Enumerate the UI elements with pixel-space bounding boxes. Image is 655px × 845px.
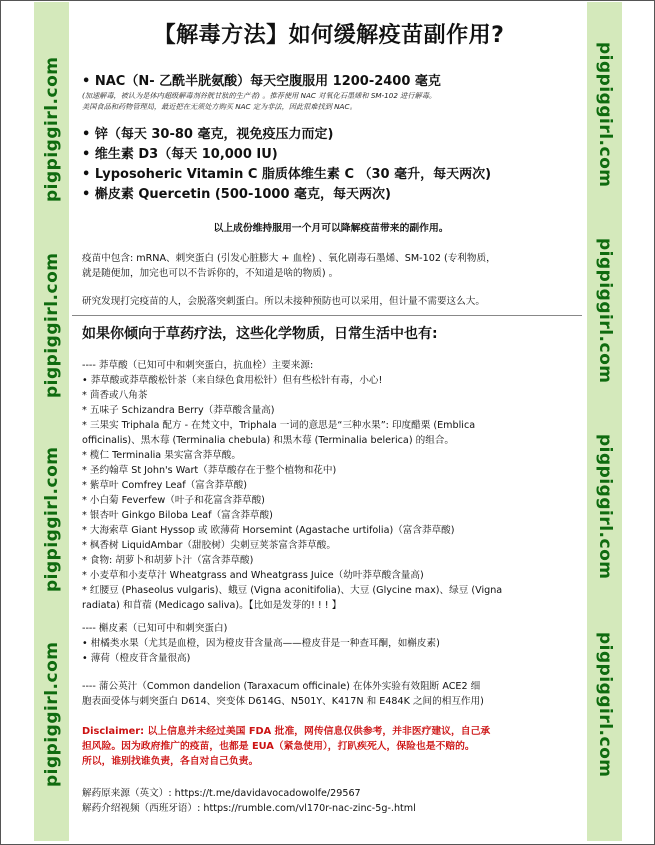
month-note: 以上成份维持服用一个月可以降解疫苗带来的副作用。 <box>213 223 449 234</box>
watermark: pigpiggirl.com <box>595 42 615 188</box>
list-item: * 小麦草和小麦草汁 Wheatgrass and Wheatgrass Juice（幼叶莽草酸含量高) <box>82 570 424 581</box>
list-item: * 紫草叶 Comfrey Leaf（富含莽草酸) <box>82 480 247 491</box>
list-item: * 红腰豆 (Phaseolus vulgaris)、蛾豆 (Vigna aconitifolia)、大豆 (Glycine max)、绿豆 (Vigna <box>82 585 503 596</box>
disclaimer: 所以，谁别找谁负责，各自对自己负责。 <box>82 756 259 767</box>
source-link[interactable]: 解药原来源（英文）: https://t.me/davidavocadowolfe/29567 <box>82 788 361 799</box>
supplement-item: • Lyposoheric Vitamin C 脂质体维生素 C （30 毫升，每天两次) <box>82 167 492 182</box>
research-note: 研究发现打完疫苗的人，会脱落突刺蛋白。所以未接种预防也可以采用，但计量不需要这么大。 <box>82 296 485 307</box>
supplement-item: • 锌（每天 30-80 毫克，视免疫压力而定) <box>82 127 334 142</box>
list-item: * 银杏叶 Ginkgo Biloba Leaf（富含莽草酸) <box>82 510 273 521</box>
watermark: pigpiggirl.com <box>42 446 62 592</box>
watermark: pigpiggirl.com <box>42 56 62 202</box>
left-watermark-strip <box>34 2 69 841</box>
vaccine-contents: 疫苗中包含: mRNA、刺突蛋白 (引发心脏膨大 + 血栓) 、氧化剧毒石墨烯、SM-102 (专利物质， <box>82 253 496 264</box>
right-watermark-strip <box>587 2 622 841</box>
section-divider <box>72 315 582 316</box>
list-item: • 柑橘类水果（尤其是血橙，因为橙皮苷含量高——橙皮苷是一种查耳酮，如槲皮素) <box>82 638 440 649</box>
supplement-item: • 维生素 D3（每天 10,000 IU) <box>82 147 278 162</box>
list-item: * 茴香或八角茶 <box>82 390 148 401</box>
disclaimer: Disclaimer: 以上信息并未经过美国 FDA 批准，网传信息仅供参考，并非医疗建议，自己承 <box>82 726 491 737</box>
watermark: pigpiggirl.com <box>595 632 615 778</box>
nac-note: 美国食品和药物管理局，最近把在无须处方购买 NAC 定为非法，因此很难找到 NAC。 <box>82 102 357 111</box>
watermark: pigpiggirl.com <box>595 434 615 580</box>
list-item: * 三果实 Triphala 配方 - 在梵文中，Triphala 一词的意思是“三种水果”: 印度醋栗 (Emblica <box>82 420 476 431</box>
list-item: * 大海索草 Giant Hyssop 或 欧薄荷 Horsemint (Agastache urtifolia)（富含莽草酸) <box>82 525 455 536</box>
list-item: • 薄荷（橙皮苷含量很高) <box>82 653 191 664</box>
dandelion-text: 胞表面受体与刺突蛋白 D614、突变体 D614G、N501Y、K417N 和 E484K 之间的相互作用) <box>82 696 484 707</box>
list-item: * 五味子 Schizandra Berry（莽草酸含量高) <box>82 405 275 416</box>
disclaimer: 担风险。因为政府推广的疫苗，也都是 EUA（紧急使用），打趴疾死人，保险也是不赔的。 <box>82 741 475 752</box>
page-title: 【解毒方法】如何缓解疫苗副作用? <box>153 23 505 48</box>
list-item: * 小白菊 Feverfew（叶子和花富含莽草酸) <box>82 495 265 506</box>
list-item: ---- 莽草酸（已知可中和刺突蛋白，抗血栓）主要来源: <box>82 360 314 371</box>
herbal-heading: 如果你倾向于草药疗法，这些化学物质，日常生活中也有: <box>82 326 438 342</box>
nac-note: (加速解毒，被认为是体内超级解毒剂谷胱甘肽的生产者) 。推荐使用 NAC 对氧化石墨烯和 SM-102 进行解毒。 <box>82 91 437 100</box>
supplement-item: • 槲皮素 Quercetin (500-1000 毫克，每天两次) <box>82 187 391 202</box>
watermark: pigpiggirl.com <box>42 252 62 398</box>
vaccine-contents: 就是随便加，加完也可以不告诉你的，不知道是啥的物质) 。 <box>82 268 339 279</box>
list-item: • 莽草酸或莽草酸松针茶（来自绿色食用松针）但有些松针有毒，小心! <box>82 375 383 386</box>
list-item: ---- 槲皮素（已知可中和刺突蛋白) <box>82 623 228 634</box>
list-item: radiata) 和苜蓿 (Medicago saliva)。【比如是发芽的! ! ! 】 <box>82 600 342 611</box>
list-item: * 枫香树 LiquidAmbar（甜胶树）尖刺豆荚茶富含莽草酸。 <box>82 540 336 551</box>
source-link[interactable]: 解药介绍视频（西班牙语）: https://rumble.com/vl170r-nac-zinc-5g-.html <box>82 803 416 814</box>
nac-line: • NAC（N- 乙酰半胱氨酸）每天空腹服用 1200-2400 毫克 <box>82 74 441 89</box>
dandelion-text: ---- 蒲公英汁（Common dandelion (Taraxacum officinale) 在体外实验有效阻断 ACE2 细 <box>82 681 481 692</box>
watermark: pigpiggirl.com <box>595 238 615 384</box>
list-item: * 圣约翰草 St John's Wart（莽草酸存在于整个植物和花中) <box>82 465 337 476</box>
watermark: pigpiggirl.com <box>42 641 62 787</box>
list-item: officinalis)、黑木莓 (Terminalia chebula) 和黑木莓 (Terminalia belerica) 的组合。 <box>82 435 454 446</box>
list-item: * 食物: 胡萝卜和胡萝卜汁（富含莽草酸) <box>82 555 254 566</box>
list-item: * 榄仁 Terminalia 果实富含莽草酸。 <box>82 450 241 461</box>
